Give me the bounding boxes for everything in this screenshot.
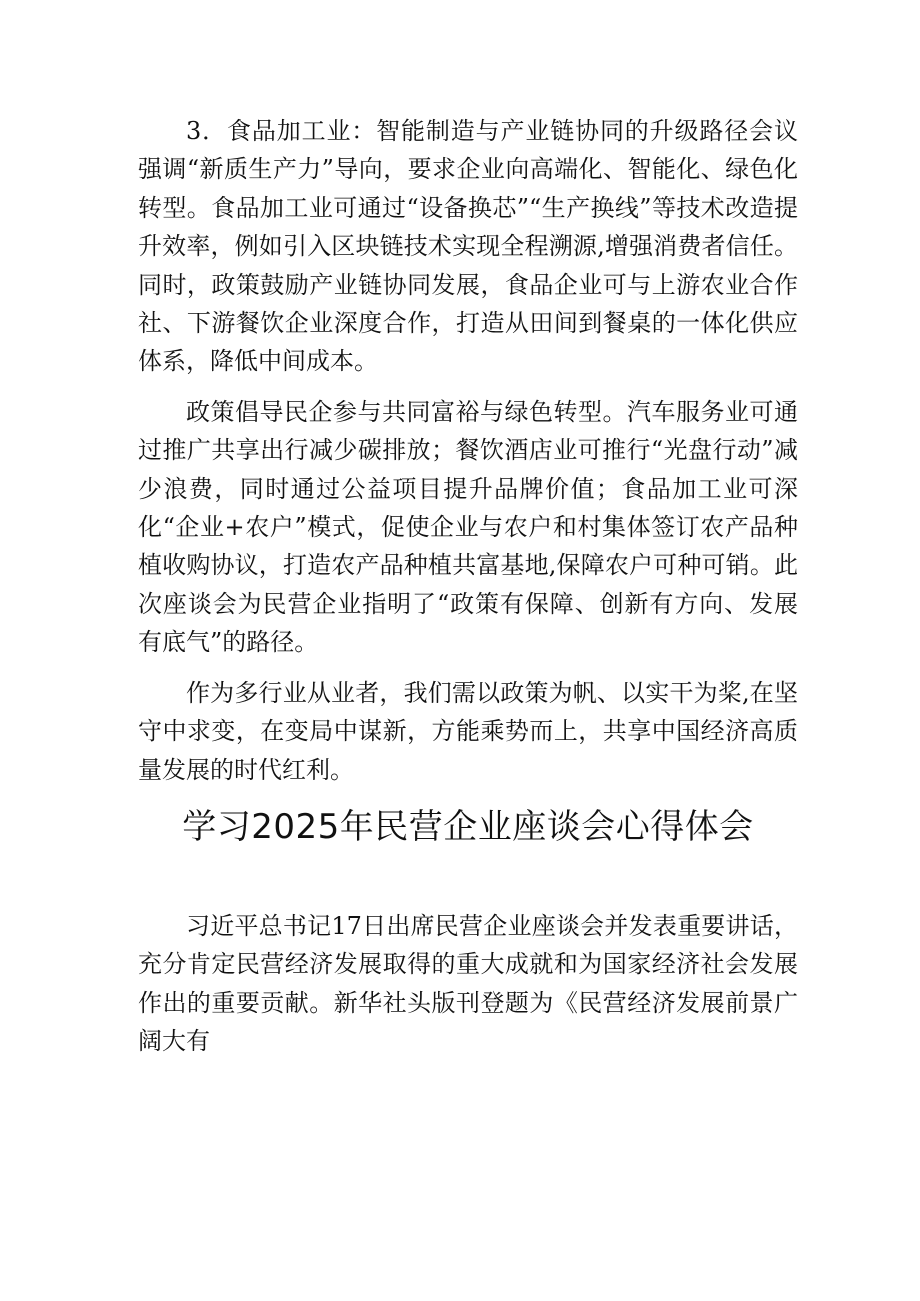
paragraph-common-prosperity: 政策倡导民企参与共同富裕与绿色转型。汽车服务业可通过推广共享出行减少碳排放；餐饮酒店业可推行“光盘行动”减少浪费，同时通过公益项目提升品牌价值；食品加工业可深化“企业+农户”模式，促使企业与农户和村集体签订农产品种植收购协议，打造农产品种植共富基地,保障农户可种可销。此次座谈会为民营企业指明了“政策有保障、创新有方向、发展有底气”的路径。	[138, 397, 798, 657]
new-article-body	[138, 907, 798, 1061]
paragraph-food-processing: 3．食品加工业：智能制造与产业链协同的升级路径会议强调“新质生产力”导向，要求企业向高端化、智能化、绿色化转型。食品加工业可通过“设备换芯”“生产换线”等技术改造提升效率，例如引入区块链技术实现全程溯源,增强消费者信任。同时，政策鼓励产业链协同发展，食品企业可与上游农业合作社、下游餐饮企业深度合作，打造从田间到餐桌的一体化供应体系，降低中间成本。	[138, 117, 798, 376]
article-title: 学习2025年民营企业座谈会心得体会	[182, 806, 754, 847]
previous-article-ending	[138, 112, 798, 789]
paragraph-conclusion: 作为多行业从业者，我们需以政策为帆、以实干为桨,在坚守中求变，在变局中谋新，方能乘势而上，共享中国经济高质量发展的时代红利。	[138, 678, 798, 784]
document-page	[138, 112, 798, 1061]
paragraph-intro: 习近平总书记17日出席民营企业座谈会并发表重要讲话，充分肯定民营经济发展取得的重大成就和为国家经济社会发展作出的重要贡献。新华社头版刊登题为《民营经济发展前景广阔大有	[138, 911, 798, 1056]
